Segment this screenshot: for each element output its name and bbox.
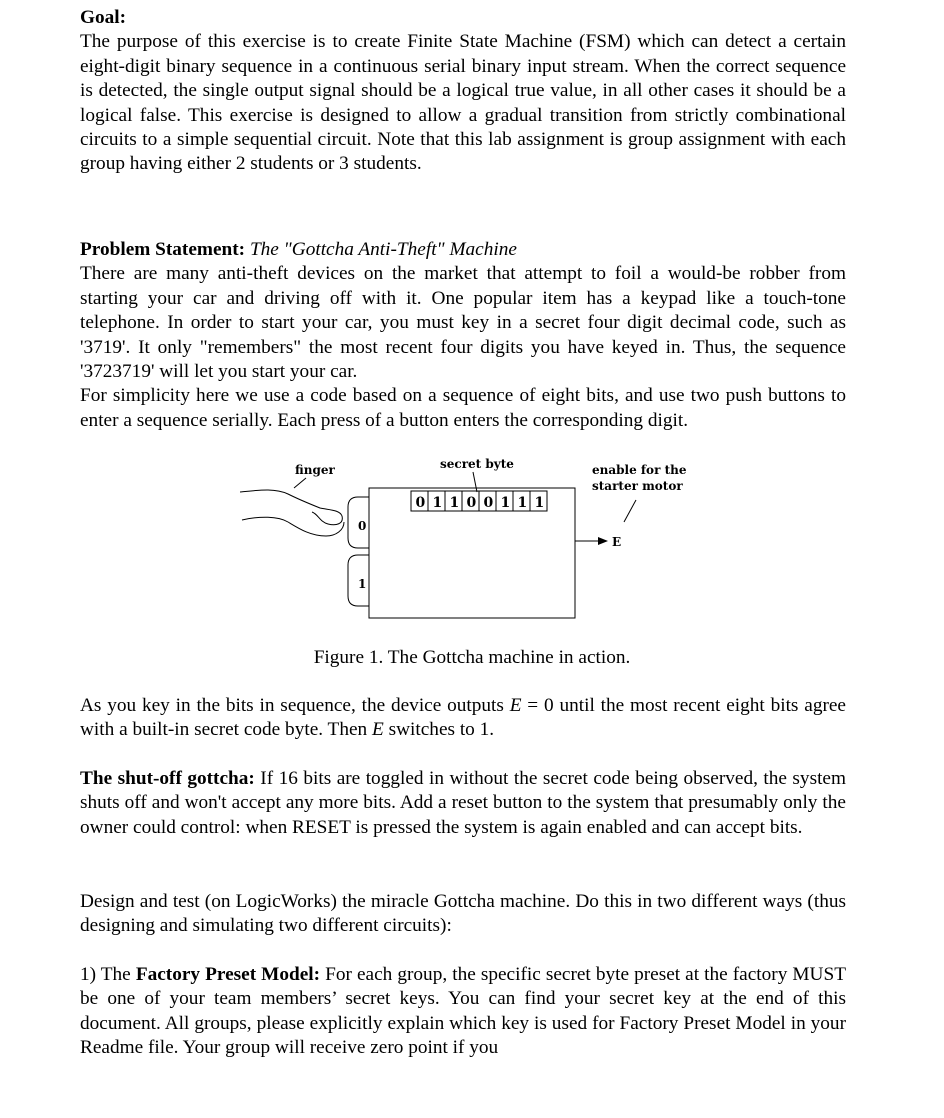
gottcha-figure <box>240 450 700 625</box>
finger-icon <box>240 478 344 536</box>
bit-value: 0 <box>466 495 477 511</box>
button-0-label: 0 <box>358 519 367 533</box>
output-label: E <box>612 535 622 549</box>
problem-section <box>80 238 846 433</box>
problem-text-1: There are many anti-theft devices on the market that attempt to foil a would-be robber from starting your car and driving off with it. One popular item has a keypad like a touch-tone telephone. In order to start your car, you must key in a secret four digit decimal code, such as '3719'. It only "remembers" the most recent four digits you have keyed in. Thus, the sequence '3723719' will let you start your car. <box>80 263 846 383</box>
bit-value: 1 <box>449 495 460 511</box>
shutoff-text: If 16 bits are toggled in without the secret code being observed, the system shuts off and won't accept any more bits. Add a reset button to the system that presumably only the owner could control: when RESET is pressed the system is again enabled and can accept bits. <box>80 768 846 838</box>
button-1-label: 1 <box>358 577 367 591</box>
enable-label-1: enable for the <box>592 463 687 477</box>
item-1-text: For each group, the specific secret byte preset at the factory MUST be one of your team members’ secret keys. You can find your secret key at the end of this document. All groups, please explicitly explain which key is used for Factory Preset Model in your Readme file. Your group will receive zero point if you <box>80 964 846 1059</box>
goal-heading: Goal: <box>80 7 127 28</box>
enable-pointer <box>624 500 636 522</box>
goal-section <box>80 6 846 177</box>
key-text-2: = 0 until the most recent eight bits agree with a built-in secret code byte. Then <box>80 695 846 741</box>
finger-label: finger <box>295 463 335 477</box>
bit-value: 1 <box>534 495 545 511</box>
bit-value: 1 <box>432 495 443 511</box>
e-symbol: E <box>372 719 384 741</box>
shutoff-heading: The shut-off gottcha: <box>80 768 255 789</box>
enable-label-2: starter motor <box>592 479 683 493</box>
key-text-1: As you key in the bits in sequence, the device outputs <box>80 695 510 716</box>
secret-pointer <box>473 472 477 492</box>
key-paragraph <box>80 694 846 743</box>
e-symbol: E <box>509 695 522 716</box>
bit-value: 0 <box>415 495 426 511</box>
item-1-prefix: 1) The <box>80 964 136 985</box>
figure-caption: Figure 1. The Gottcha machine in action. <box>313 647 631 668</box>
secret-byte-label: secret byte <box>440 457 514 471</box>
secret-byte-cells <box>411 491 547 511</box>
bit-value: 0 <box>483 495 494 511</box>
item-1-paragraph <box>80 963 846 1061</box>
goal-text: The purpose of this exercise is to create Finite State Machine (FSM) which can detect a certain eight-digit binary sequence in a continuous serial binary input stream. When the correct sequence is detected, the single output signal should be a logical true value, in all other cases it should be a logical false. This exercise is designed to allow a gradual transition from strictly combinational circuits to a simple sequential circuit. Note that this lab assignment is group assignment with each group having either 2 students or 3 students. <box>80 31 846 175</box>
problem-subtitle: The "Gottcha Anti-Theft" Machine <box>249 239 517 260</box>
arrow-icon <box>598 537 608 545</box>
item-1-heading: Factory Preset Model: <box>135 964 321 985</box>
design-text: Design and test (on LogicWorks) the miracle Gottcha machine. Do this in two different ways (thus designing and simulating two different circuits): <box>80 891 846 937</box>
bit-value: 1 <box>517 495 528 511</box>
shutoff-paragraph <box>80 767 846 840</box>
problem-text-2: For simplicity here we use a code based on a sequence of eight bits, and use two push buttons to enter a sequence serially. Each press of a button enters the corresponding digit. <box>80 385 846 431</box>
bit-value: 1 <box>500 495 511 511</box>
design-paragraph <box>80 890 846 939</box>
key-text-3: switches to 1. <box>383 719 495 741</box>
problem-heading: Problem Statement: <box>80 239 246 260</box>
